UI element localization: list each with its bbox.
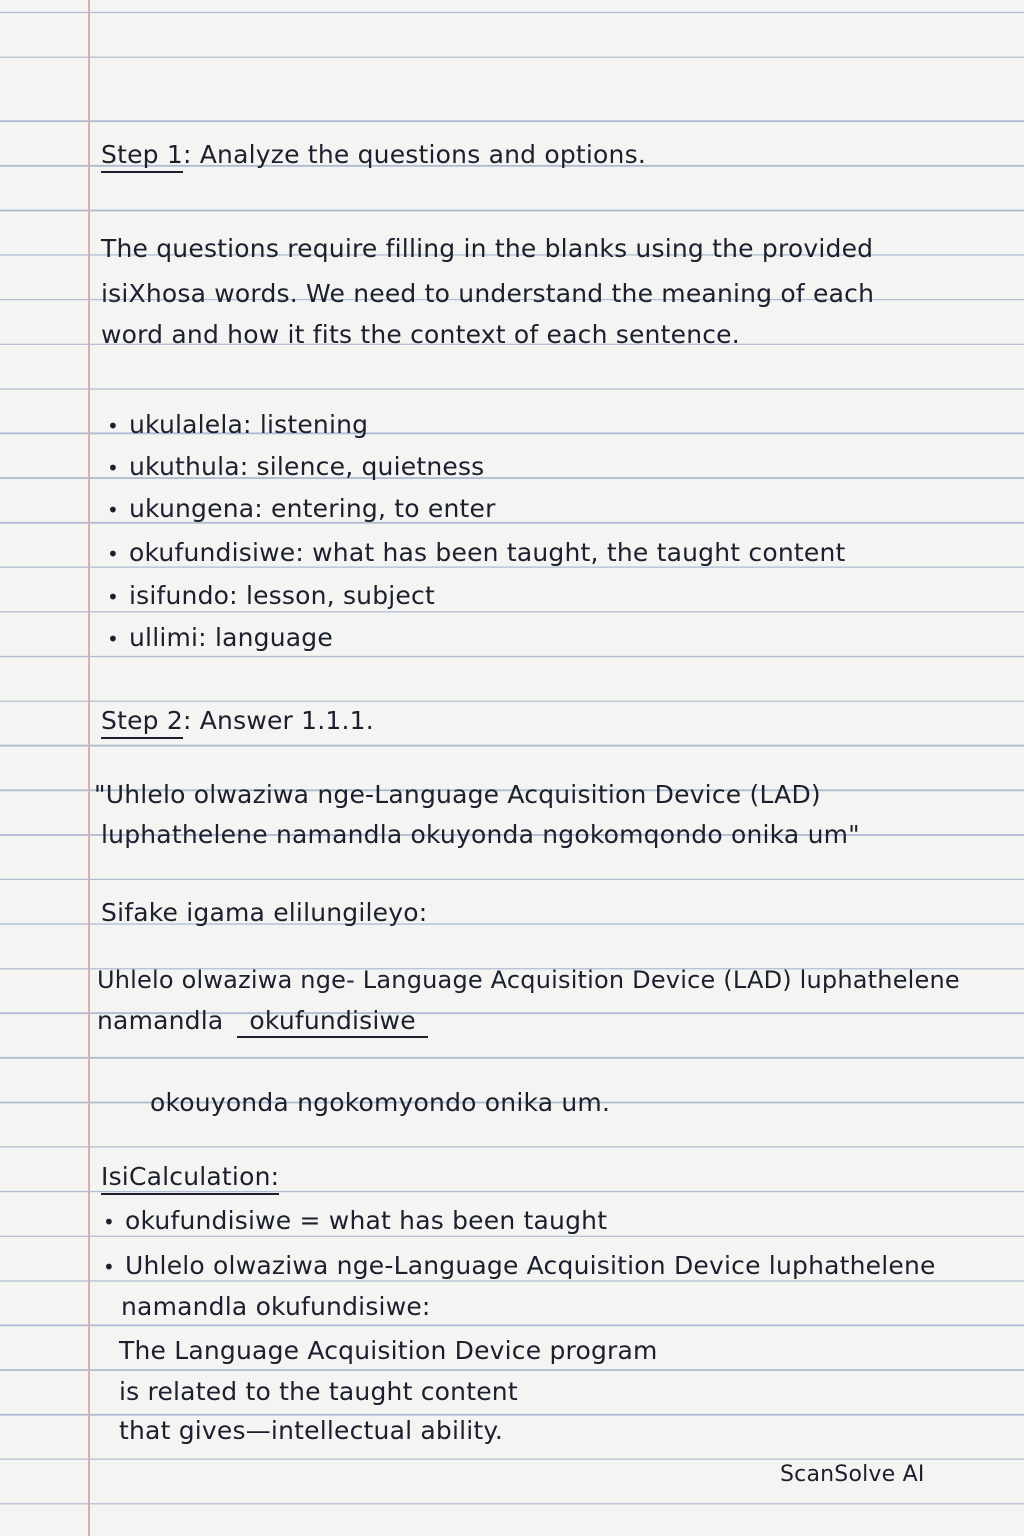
calculation-item: • okufundisiwe = what has been taught [103, 1208, 607, 1233]
step2-heading [101, 708, 374, 733]
intro-line-3: word and how it fits the context of each sentence. [101, 320, 740, 349]
question-quote-line-2: luphathelene namandla okuyonda ngokomqondo onika um" [101, 820, 860, 849]
step2-heading-rest: : Answer 1.1.1. [182, 706, 374, 735]
answer-line-2-prefix: namandla [97, 1006, 224, 1035]
answer-line-1: Uhlelo olwaziwa nge- Language Acquisition Device (LAD) luphathelene [97, 966, 960, 994]
vocab-item: • okufundisiwe: what has been taught, the taught content [107, 540, 846, 565]
calculation-heading [101, 1164, 279, 1189]
vocab-item: • ullimi: language [107, 625, 333, 650]
vocab-item: • isifundo: lesson, subject [107, 583, 435, 608]
step1-heading-rest: : Analyze the questions and options. [182, 140, 646, 169]
translation-line-2: is related to the taught content [119, 1377, 518, 1406]
signature: ScanSolve AI [780, 1462, 925, 1487]
intro-line-1: The questions require filling in the blanks using the provided [101, 234, 874, 263]
answer-prompt: Sifake igama elilungileyo: [101, 898, 428, 927]
step1-heading [101, 142, 646, 167]
question-quote-line-1: "Uhlelo olwaziwa nge-Language Acquisition Device (LAD) [94, 780, 821, 809]
step2-heading-label: Step 2 [101, 706, 183, 739]
calculation-heading-label: IsiCalculation: [101, 1162, 279, 1195]
step1-heading-label: Step 1 [101, 140, 183, 173]
calculation-item: • Uhlelo olwaziwa nge-Language Acquisition Device luphathelene [103, 1253, 936, 1278]
translation-line-3: that gives—intellectual ability. [119, 1416, 503, 1445]
margin-line [88, 0, 90, 1536]
answer-blank: okufundisiwe [237, 1008, 427, 1038]
translation-line-1: The Language Acquisition Device program [119, 1336, 658, 1365]
answer-line-3: okouyonda ngokomyondo onika um. [150, 1088, 611, 1117]
answer-line-2 [97, 1008, 428, 1038]
vocab-item: • ukungena: entering, to enter [107, 496, 496, 521]
vocab-item: • ukulalela: listening [107, 412, 368, 437]
intro-line-2: isiXhosa words. We need to understand the meaning of each [101, 279, 875, 308]
vocab-item: • ukuthula: silence, quietness [107, 454, 484, 479]
calculation-continuation: namandla okufundisiwe: [121, 1292, 431, 1321]
